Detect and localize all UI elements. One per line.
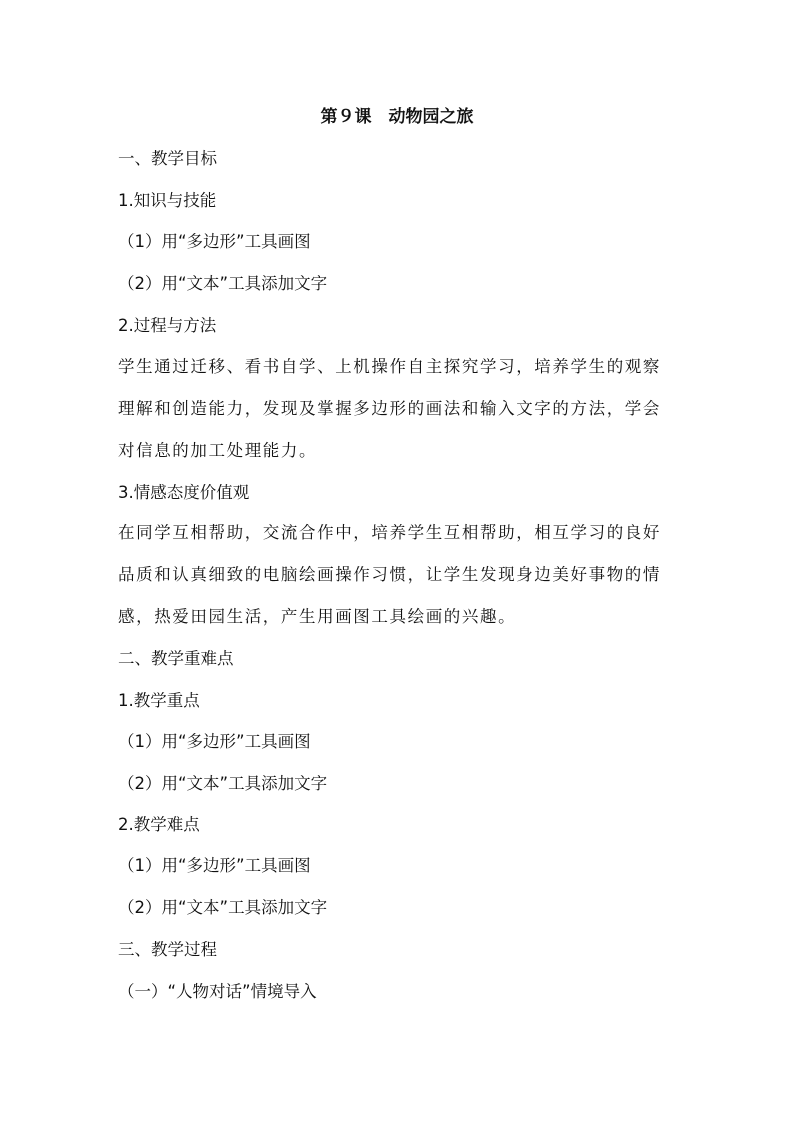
section-heading-key-points: 二、教学重难点 <box>118 649 234 668</box>
section-heading-teaching-process: 三、教学过程 <box>118 940 217 959</box>
list-item: （2）用“文本”工具添加文字 <box>118 774 328 793</box>
paragraph-attitude-values: 在同学互相帮助，交流合作中，培养学生互相帮助，相互学习的良好品质和认真细致的电脑绘画操作习惯，让学生发现身边美好事物的情感，热爱田园生活，产生用画图工具绘画的兴趣。 <box>118 523 661 626</box>
list-item: （1）用“多边形”工具画图 <box>118 732 311 751</box>
subheading-knowledge-skills: 1.知识与技能 <box>118 191 217 210</box>
subheading-difficulties: 2.教学难点 <box>118 815 200 834</box>
list-item: （1）用“多边形”工具画图 <box>118 856 311 875</box>
lesson-title: 第９课 动物园之旅 <box>320 107 474 127</box>
list-item: （1）用“多边形”工具画图 <box>118 232 311 251</box>
subheading-introduction: （一）“人物对话”情境导入 <box>118 982 317 1001</box>
list-item: （2）用“文本”工具添加文字 <box>118 898 328 917</box>
subheading-process-methods: 2.过程与方法 <box>118 316 217 335</box>
subheading-key-focus: 1.教学重点 <box>118 691 200 710</box>
subheading-attitude-values: 3.情感态度价值观 <box>118 483 250 502</box>
section-heading-objectives: 一、教学目标 <box>118 149 217 168</box>
list-item: （2）用“文本”工具添加文字 <box>118 274 328 293</box>
paragraph-process-methods: 学生通过迁移、看书自学、上机操作自主探究学习，培养学生的观察理解和创造能力，发现及掌握多边形的画法和输入文字的方法，学会对信息的加工处理能力。 <box>118 357 661 460</box>
